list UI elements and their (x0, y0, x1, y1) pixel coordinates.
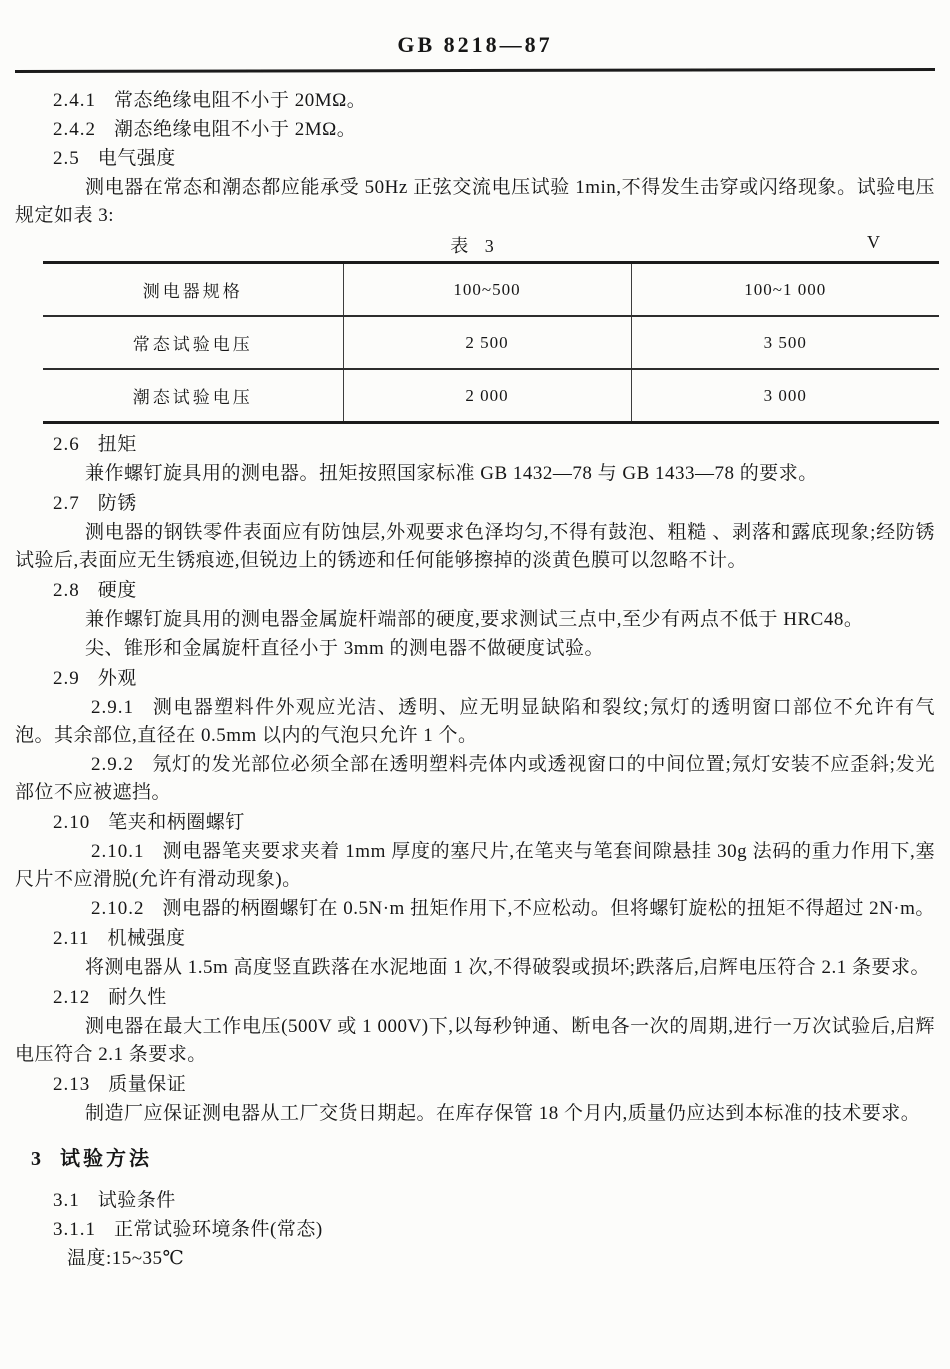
heading-number: 3.1.1 (53, 1219, 96, 1240)
paragraph-2-8a: 兼作螺钉旋具用的测电器金属旋杆端部的硬度,要求测试三点中,至少有两点不低于 HRC48。 (85, 609, 864, 630)
heading-2-7 (15, 489, 935, 518)
heading-number: 2.13 (53, 1074, 91, 1095)
heading-2-12 (15, 983, 935, 1012)
clause-number: 2.10.1 (91, 841, 145, 862)
heading-title: 试验方法 (60, 1148, 152, 1170)
heading-3 (15, 1144, 935, 1174)
table-row (43, 316, 939, 369)
table-cell: 3 500 (631, 316, 939, 369)
heading-number: 3 (31, 1148, 42, 1170)
table-cell: 测电器规格 (142, 282, 243, 301)
table-cell: 100~1 000 (631, 263, 939, 317)
table-cell: 3 000 (631, 369, 939, 423)
heading-title: 电气强度 (97, 148, 176, 169)
heading-2-8 (15, 576, 935, 605)
heading-title: 耐久性 (108, 987, 167, 1008)
heading-title: 机械强度 (107, 928, 186, 949)
paragraph-2-5: 测电器在常态和潮态都应能承受 50Hz 正弦交流电压试验 1min,不得发生击穿或闪络现象。试验电压规定如表 3: (15, 177, 935, 226)
standard-code: GB 8218—87 (397, 32, 553, 57)
heading-title: 防锈 (97, 493, 137, 514)
heading-title: 外观 (97, 668, 137, 689)
heading-number: 2.11 (53, 928, 90, 949)
table-row (43, 263, 939, 317)
clause-text: 测电器的柄圈螺钉在 0.5N·m 扭矩作用下,不应松动。但将螺钉旋松的扭矩不得超过 2N·m。 (162, 898, 935, 919)
table-caption-row (15, 232, 935, 258)
heading-title: 试验条件 (97, 1190, 176, 1211)
table-cell: 潮态试验电压 (43, 369, 343, 423)
heading-2-6 (15, 430, 935, 459)
heading-2-9 (15, 664, 935, 693)
paragraph-2-7: 测电器的钢铁零件表面应有防蚀层,外观要求色泽均匀,不得有鼓泡、粗糙 、剥落和露底现象;经防锈试验后,表面应无生锈痕迹,但锐边上的锈迹和任何能够擦掉的淡黄色膜可以忽略不计。 (15, 522, 935, 571)
clause-number: 2.9.1 (91, 697, 134, 718)
clause-2-10-2 (15, 895, 935, 923)
clause-number: 2.4.1 (53, 90, 96, 111)
clause-number: 2.4.2 (53, 119, 96, 140)
heading-title: 笔夹和柄圈螺钉 (108, 812, 245, 833)
heading-3-1-1 (15, 1215, 935, 1244)
heading-title: 质量保证 (108, 1074, 187, 1095)
temperature-line: 温度:15~35℃ (67, 1248, 185, 1269)
clause-2-10-1 (15, 838, 935, 894)
clause-text: 测电器笔夹要求夹着 1mm 厚度的塞尺片,在笔夹与笔套间隙悬挂 30g 法码的重力作用下,塞尺片不应滑脱(允许有滑动现象)。 (15, 841, 935, 890)
paragraph-2-13: 制造厂应保证测电器从工厂交货日期起。在库存保管 18 个月内,质量仍应达到本标准的技术要求。 (85, 1103, 921, 1124)
clause-text: 潮态绝缘电阻不小于 2MΩ。 (114, 119, 357, 140)
heading-3-1 (15, 1186, 935, 1215)
table-cell: 常态试验电压 (43, 316, 343, 369)
clause-text: 常态绝缘电阻不小于 20MΩ。 (114, 90, 367, 111)
paragraph-2-6: 兼作螺钉旋具用的测电器。扭矩按照国家标准 GB 1432—78 与 GB 1433—78 的要求。 (85, 463, 818, 484)
clause-number: 2.10.2 (91, 898, 145, 919)
heading-number: 2.5 (53, 148, 80, 169)
heading-2-13 (15, 1070, 935, 1099)
heading-number: 2.10 (53, 812, 91, 833)
heading-number: 2.12 (53, 987, 91, 1008)
clause-2-4-1 (15, 86, 935, 115)
heading-number: 2.8 (53, 580, 80, 601)
heading-2-10 (15, 808, 935, 837)
table-cell: 2 500 (343, 316, 631, 369)
clause-2-4-2 (15, 115, 935, 144)
heading-2-5 (15, 144, 935, 173)
clause-text: 氖灯的发光部位必须全部在透明塑料壳体内或透视窗口的中间位置;氖灯安装不应歪斜;发光部位不应被遮挡。 (15, 754, 935, 803)
paragraph-2-12: 测电器在最大工作电压(500V 或 1 000V)下,以每秒钟通、断电各一次的周期,进行一万次试验后,启辉电压符合 2.1 条要求。 (15, 1016, 935, 1065)
clause-text: 测电器塑料件外观应光洁、透明、应无明显缺陷和裂纹;氖灯的透明窗口部位不允许有气泡。其余部位,直径在 0.5mm 以内的气泡只允许 1 个。 (15, 697, 935, 746)
paragraph-2-11: 将测电器从 1.5m 高度竖直跌落在水泥地面 1 次,不得破裂或损坏;跌落后,启辉电压符合 2.1 条要求。 (85, 957, 931, 978)
heading-number: 2.6 (53, 434, 80, 455)
heading-number: 3.1 (53, 1190, 80, 1211)
table-cell: 2 000 (343, 369, 631, 423)
heading-title: 硬度 (97, 580, 137, 601)
heading-2-11 (15, 924, 935, 953)
table-row (43, 369, 939, 423)
table-caption: 表 3 (450, 236, 500, 256)
table-unit: V (867, 232, 880, 252)
heading-title: 正常试验环境条件(常态) (114, 1219, 323, 1240)
table-cell: 100~500 (343, 263, 631, 317)
clause-2-9-2 (15, 751, 935, 807)
clause-number: 2.9.2 (91, 754, 134, 775)
table-3 (43, 261, 939, 424)
paragraph-2-8b: 尖、锥形和金属旋杆直径小于 3mm 的测电器不做硬度试验。 (85, 638, 605, 659)
header-rule (15, 68, 935, 73)
clause-2-9-1 (15, 694, 935, 750)
heading-number: 2.7 (53, 493, 80, 514)
heading-number: 2.9 (53, 668, 80, 689)
heading-title: 扭矩 (97, 434, 137, 455)
